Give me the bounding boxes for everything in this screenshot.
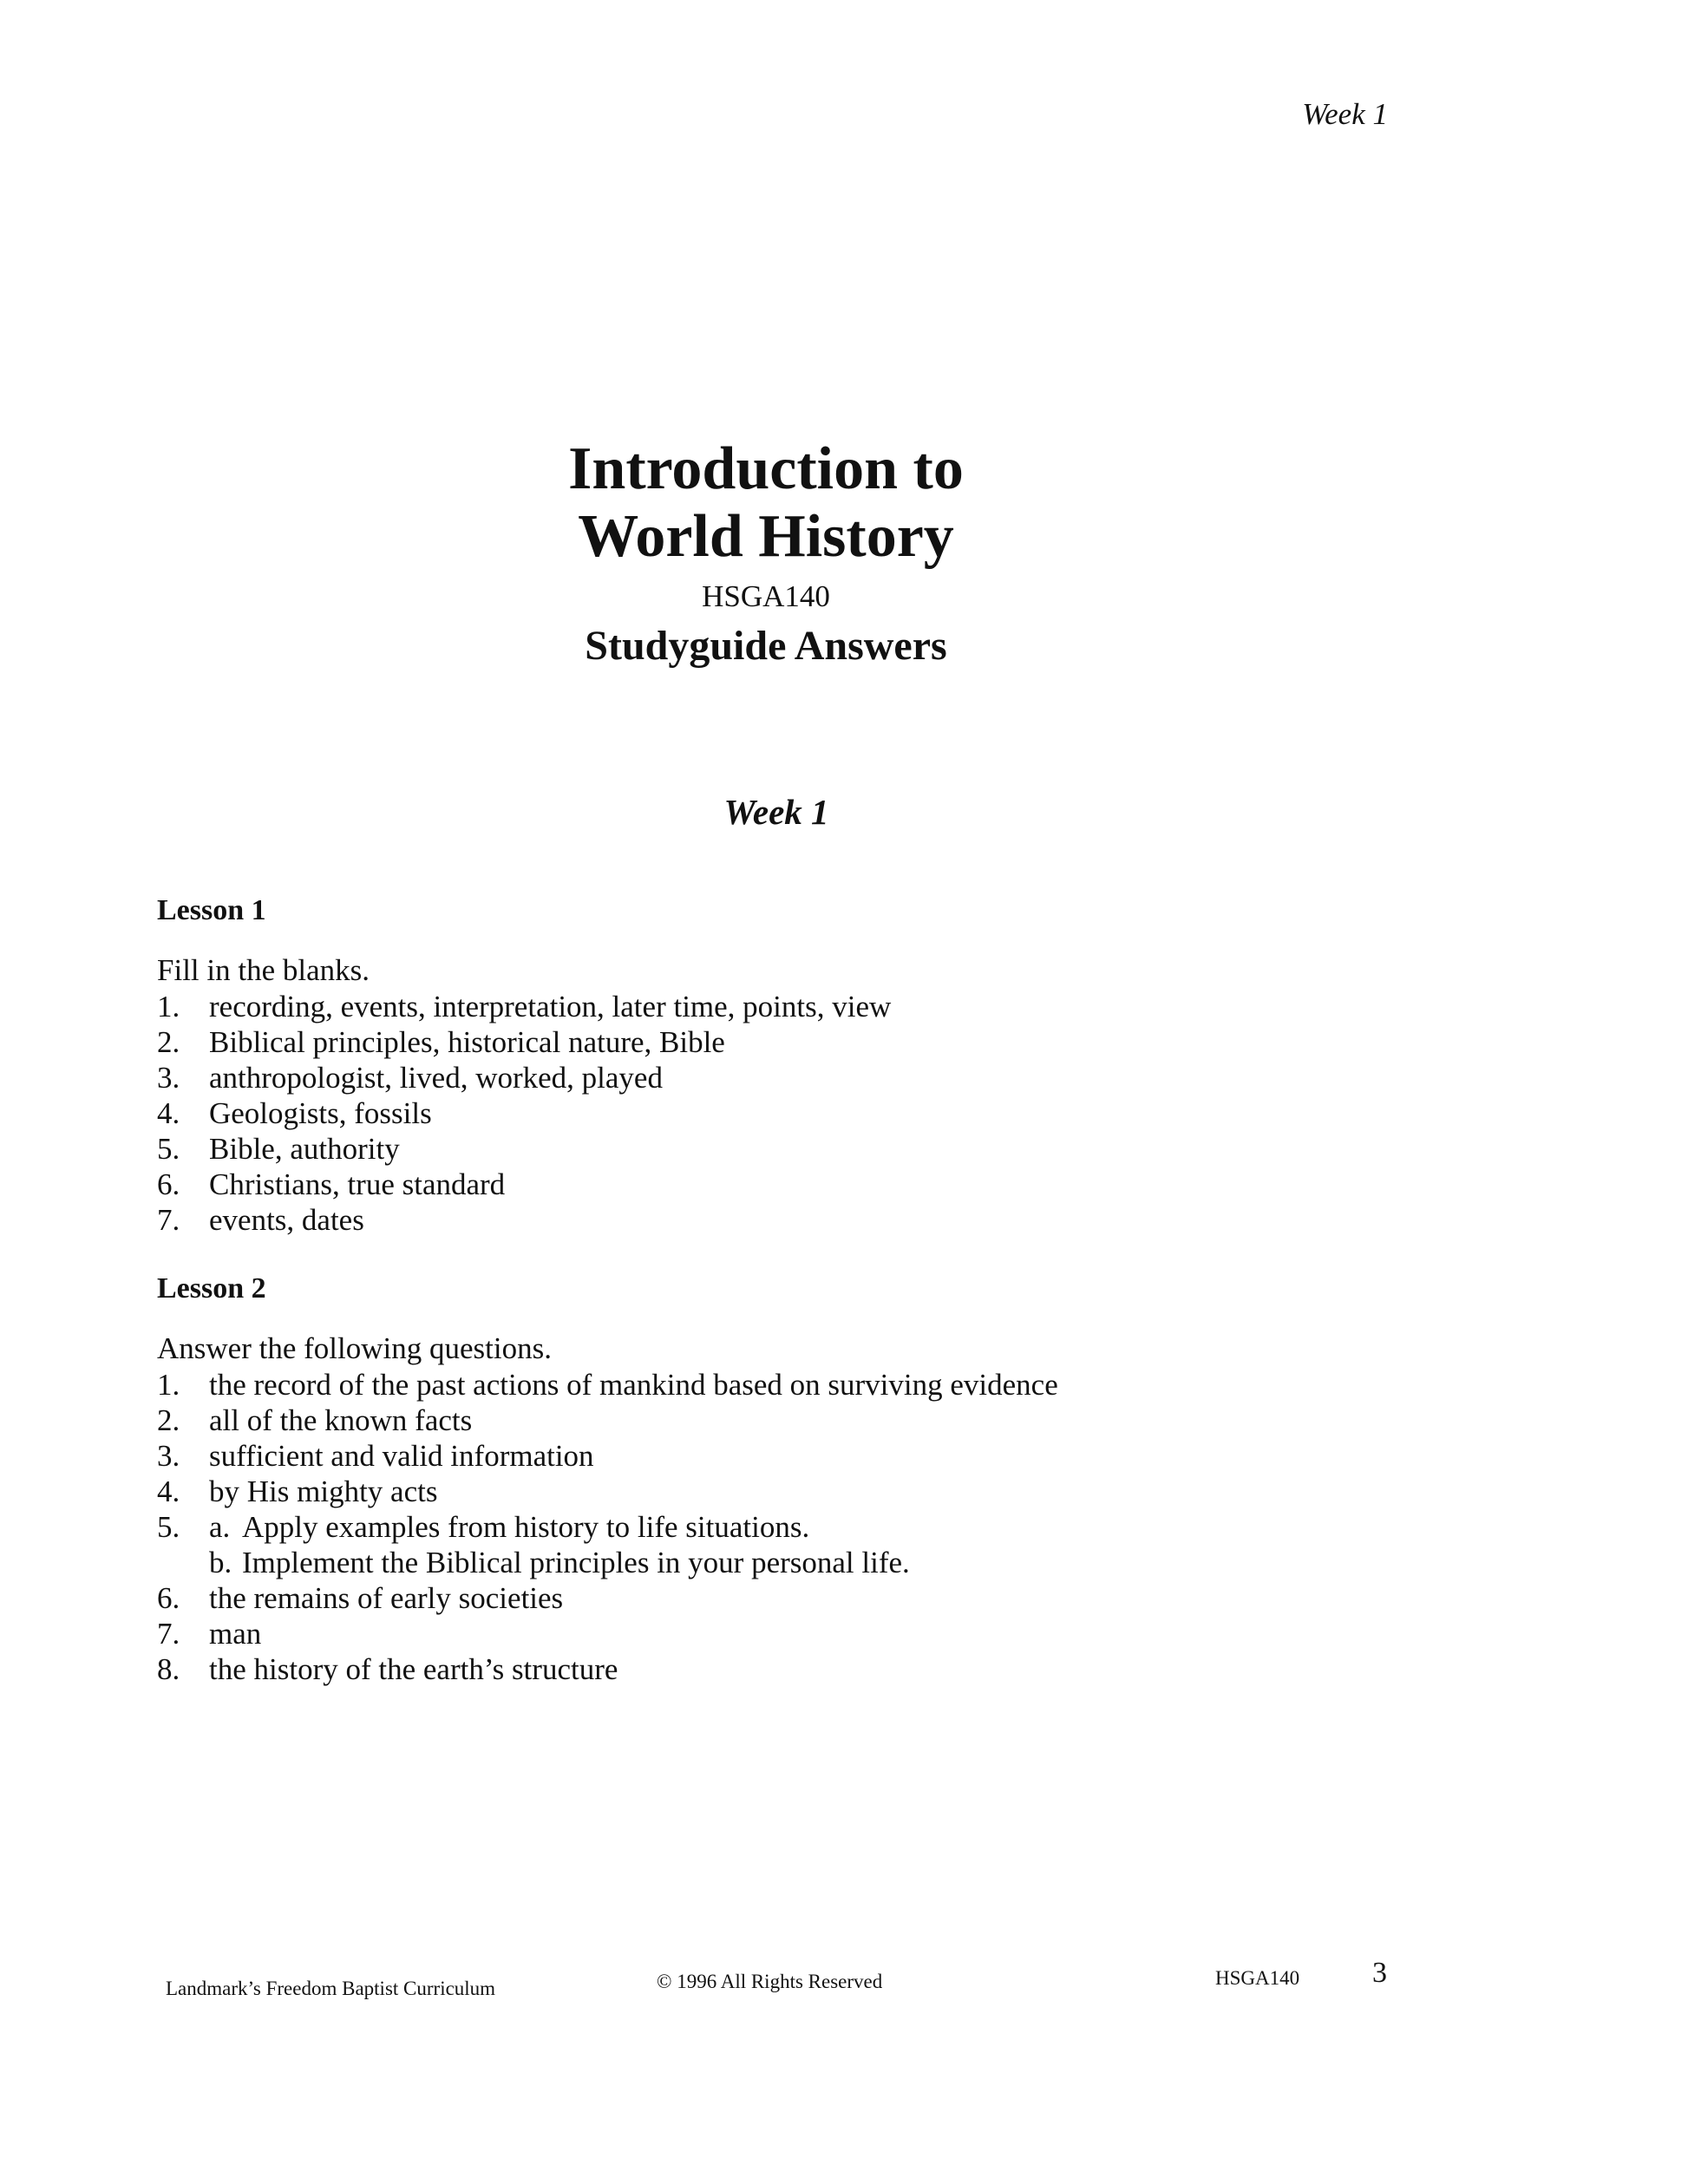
week-heading-text: Week 1 — [723, 792, 829, 832]
item-number: 4. — [157, 1096, 180, 1130]
lesson-1-instructions: Fill in the blanks. — [157, 953, 370, 987]
page-number: 3 — [1372, 1957, 1387, 1989]
lesson-2-section — [157, 1270, 1198, 1687]
lesson-2-title: Lesson 2 — [157, 1272, 266, 1305]
item-number: 7. — [157, 1617, 180, 1651]
list-item — [157, 1167, 1198, 1202]
item-number: 8. — [157, 1652, 180, 1686]
item-text: recording, events, interpretation, later time, points, view — [209, 990, 892, 1023]
sub-item — [209, 1509, 1198, 1545]
item-number: 3. — [157, 1439, 180, 1473]
item-text: the remains of early societies — [209, 1581, 564, 1615]
item-number: 2. — [157, 1025, 180, 1059]
lesson-1-section — [157, 892, 1198, 1238]
item-text: the history of the earth’s structure — [209, 1652, 618, 1686]
item-text: man — [209, 1617, 262, 1651]
title-line-1: Introduction to — [568, 435, 964, 502]
list-item — [157, 989, 1198, 1024]
item-text: Biblical principles, historical nature, Bible — [209, 1025, 725, 1059]
sub-item — [209, 1545, 1198, 1580]
footer-copyright: © 1996 All Rights Reserved — [657, 1971, 883, 1992]
week-heading — [0, 791, 1688, 833]
list-item — [157, 1651, 1198, 1687]
item-text: events, dates — [209, 1203, 364, 1237]
list-item — [157, 1580, 1198, 1616]
item-text: the record of the past actions of mankind based on surviving evidence — [209, 1368, 1058, 1402]
title-inner — [568, 435, 964, 671]
item-text: sufficient and valid information — [209, 1439, 594, 1473]
list-item — [157, 1474, 1198, 1509]
list-item — [157, 1509, 1198, 1580]
subtitle: Studyguide Answers — [585, 623, 947, 669]
list-item — [157, 1367, 1198, 1403]
item-text: Bible, authority — [209, 1132, 400, 1166]
sub-item-text: Implement the Biblical principles in your personal life. — [242, 1546, 910, 1579]
lesson-1-title: Lesson 1 — [157, 894, 266, 926]
item-number: 6. — [157, 1581, 180, 1615]
item-number: 6. — [157, 1167, 180, 1201]
footer-course-code: HSGA140 — [1215, 1967, 1300, 1989]
title-line-2: World History — [578, 503, 954, 570]
item-number: 2. — [157, 1403, 180, 1437]
sub-item-letter: b. — [209, 1546, 232, 1579]
running-head: Week 1 — [1302, 97, 1388, 131]
list-item — [157, 1024, 1198, 1060]
item-number: 5. — [157, 1132, 180, 1166]
lesson-2-instructions: Answer the following questions. — [157, 1331, 552, 1365]
item-number: 7. — [157, 1203, 180, 1237]
item-number: 3. — [157, 1061, 180, 1095]
list-item — [157, 1131, 1198, 1167]
sub-item-letter: a. — [209, 1510, 231, 1544]
item-number: 4. — [157, 1475, 180, 1508]
item-text: all of the known facts — [209, 1403, 473, 1437]
sub-item-text: Apply examples from history to life situations. — [242, 1510, 810, 1544]
list-item — [157, 1403, 1198, 1438]
title-block — [0, 435, 1688, 671]
footer-publisher: Landmark’s Freedom Baptist Curriculum — [166, 1978, 496, 1999]
list-item — [157, 1616, 1198, 1651]
item-number: 5. — [157, 1510, 180, 1544]
list-item — [157, 1095, 1198, 1131]
item-text: Christians, true standard — [209, 1167, 506, 1201]
list-item — [157, 1438, 1198, 1474]
list-item — [157, 1202, 1198, 1238]
item-text: by His mighty acts — [209, 1475, 438, 1508]
item-text: Geologists, fossils — [209, 1096, 432, 1130]
item-number: 1. — [157, 990, 180, 1023]
list-item — [157, 1060, 1198, 1095]
item-text: anthropologist, lived, worked, played — [209, 1061, 663, 1095]
item-subitems — [209, 1509, 1198, 1580]
item-number: 1. — [157, 1368, 180, 1402]
course-code: HSGA140 — [702, 579, 830, 613]
